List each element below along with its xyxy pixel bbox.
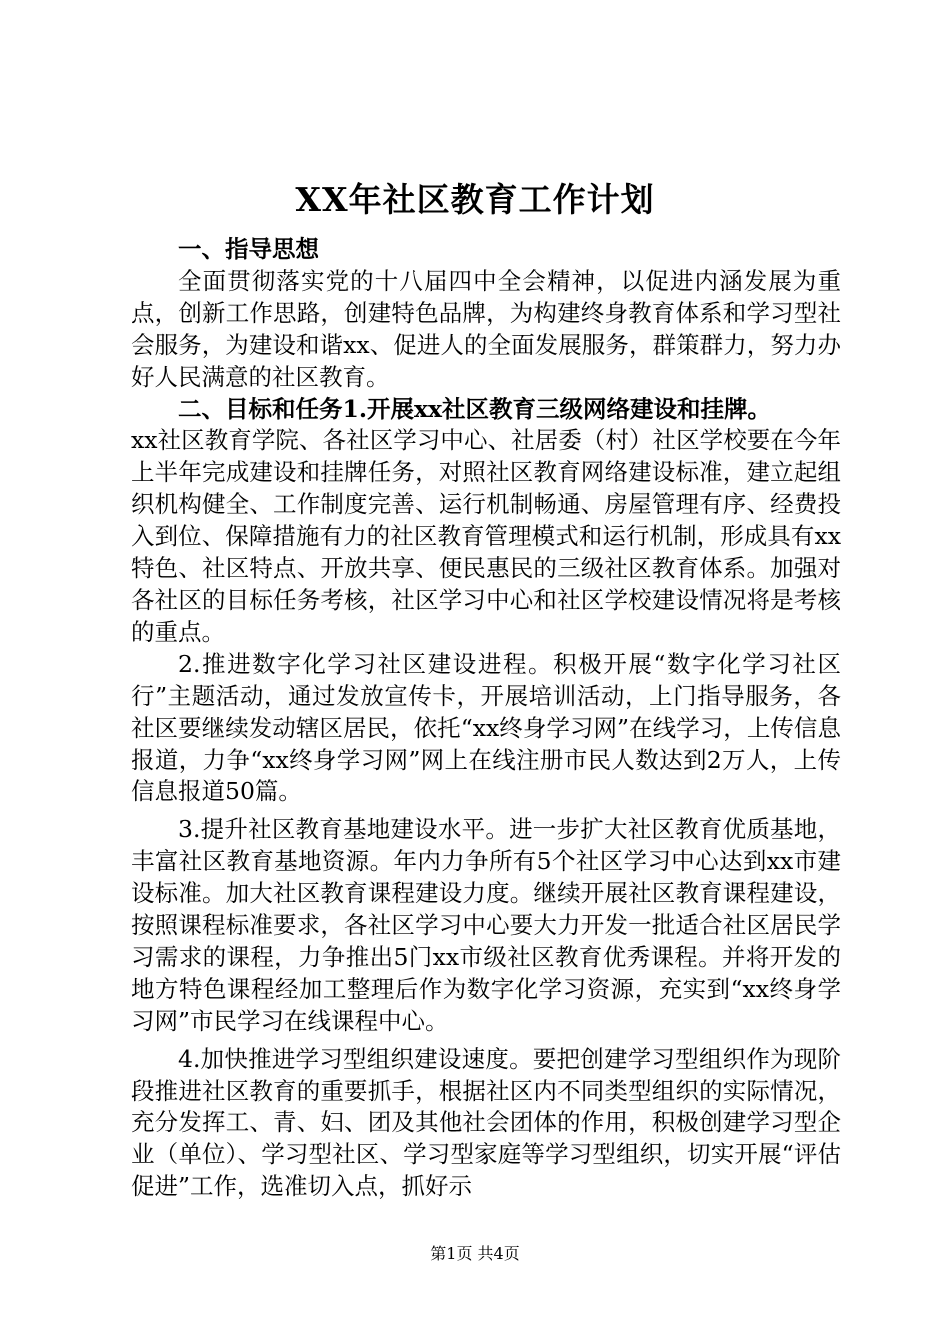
page-footer: 第1页 共4页 <box>430 1244 520 1263</box>
paragraph-education-base: 3.提升社区教育基地建设水平。进一步扩大社区教育优质基地，丰富社区教育基地资源。年内力争所有5个社区学习中心达到xx市建设标准。加大社区教育课程建设力度。继续开展社区教育课程建设，按照课程标准要求，各社区学习中心要大力开发一批适合社区居民学习需求的课程，力争推出5门xx市级社区教育优秀课程。并将开发的地方特色课程经加工整理后作为数字化学习资源，充实到“xx终身学习网”市民学习在线课程中心。 <box>131 815 841 1035</box>
paragraph-digital-learning: 2.推进数字化学习社区建设进程。积极开展“数字化学习社区行”主题活动，通过发放宣传卡，开展培训活动，上门指导服务，各社区要继续发动辖区居民，依托“xx终身学习网”在线学习，上传信息报道，力争“xx终身学习网”网上在线注册市民人数达到2万人，上传信息报道50篇。 <box>131 649 841 806</box>
paragraph-network-construction: xx社区教育学院、各社区学习中心、社居委（村）社区学校要在今年上半年完成建设和挂牌任务，对照社区教育网络建设标准，建立起组织机构健全、工作制度完善、运行机制畅通、房屋管理有序、经费投入到位、保障措施有力的社区教育管理模式和运行机制，形成具有xx特色、社区特点、开放共享、便民惠民的三级社区教育体系。加强对各社区的目标任务考核，社区学习中心和社区学校建设情况将是考核的重点。 <box>131 426 841 646</box>
section-heading-guiding-ideology: 一、指导思想 <box>178 235 319 263</box>
paragraph-guiding-ideology: 全面贯彻落实党的十八届四中全会精神，以促进内涵发展为重点，创新工作思路，创建特色品牌，为构建终身教育体系和学习型社会服务，为建设和谐xx、促进人的全面发展服务，群策群力，努力办好人民满意的社区教育。 <box>131 266 841 391</box>
document-title: XX年社区教育工作计划 <box>295 180 655 219</box>
paragraph-learning-organization: 4.加快推进学习型组织建设速度。要把创建学习型组织作为现阶段推进社区教育的重要抓手，根据社区内不同类型组织的实际情况，充分发挥工、青、妇、团及其他社会团体的作用，积极创建学习型企业（单位）、学习型社区、学习型家庭等学习型组织，切实开展“评估促进”工作，选准切入点，抓好示 <box>131 1044 841 1201</box>
document-body <box>131 234 841 1203</box>
section-heading-goals-tasks: 二、目标和任务1.开展xx社区教育三级网络建设和挂牌。 <box>178 394 772 423</box>
